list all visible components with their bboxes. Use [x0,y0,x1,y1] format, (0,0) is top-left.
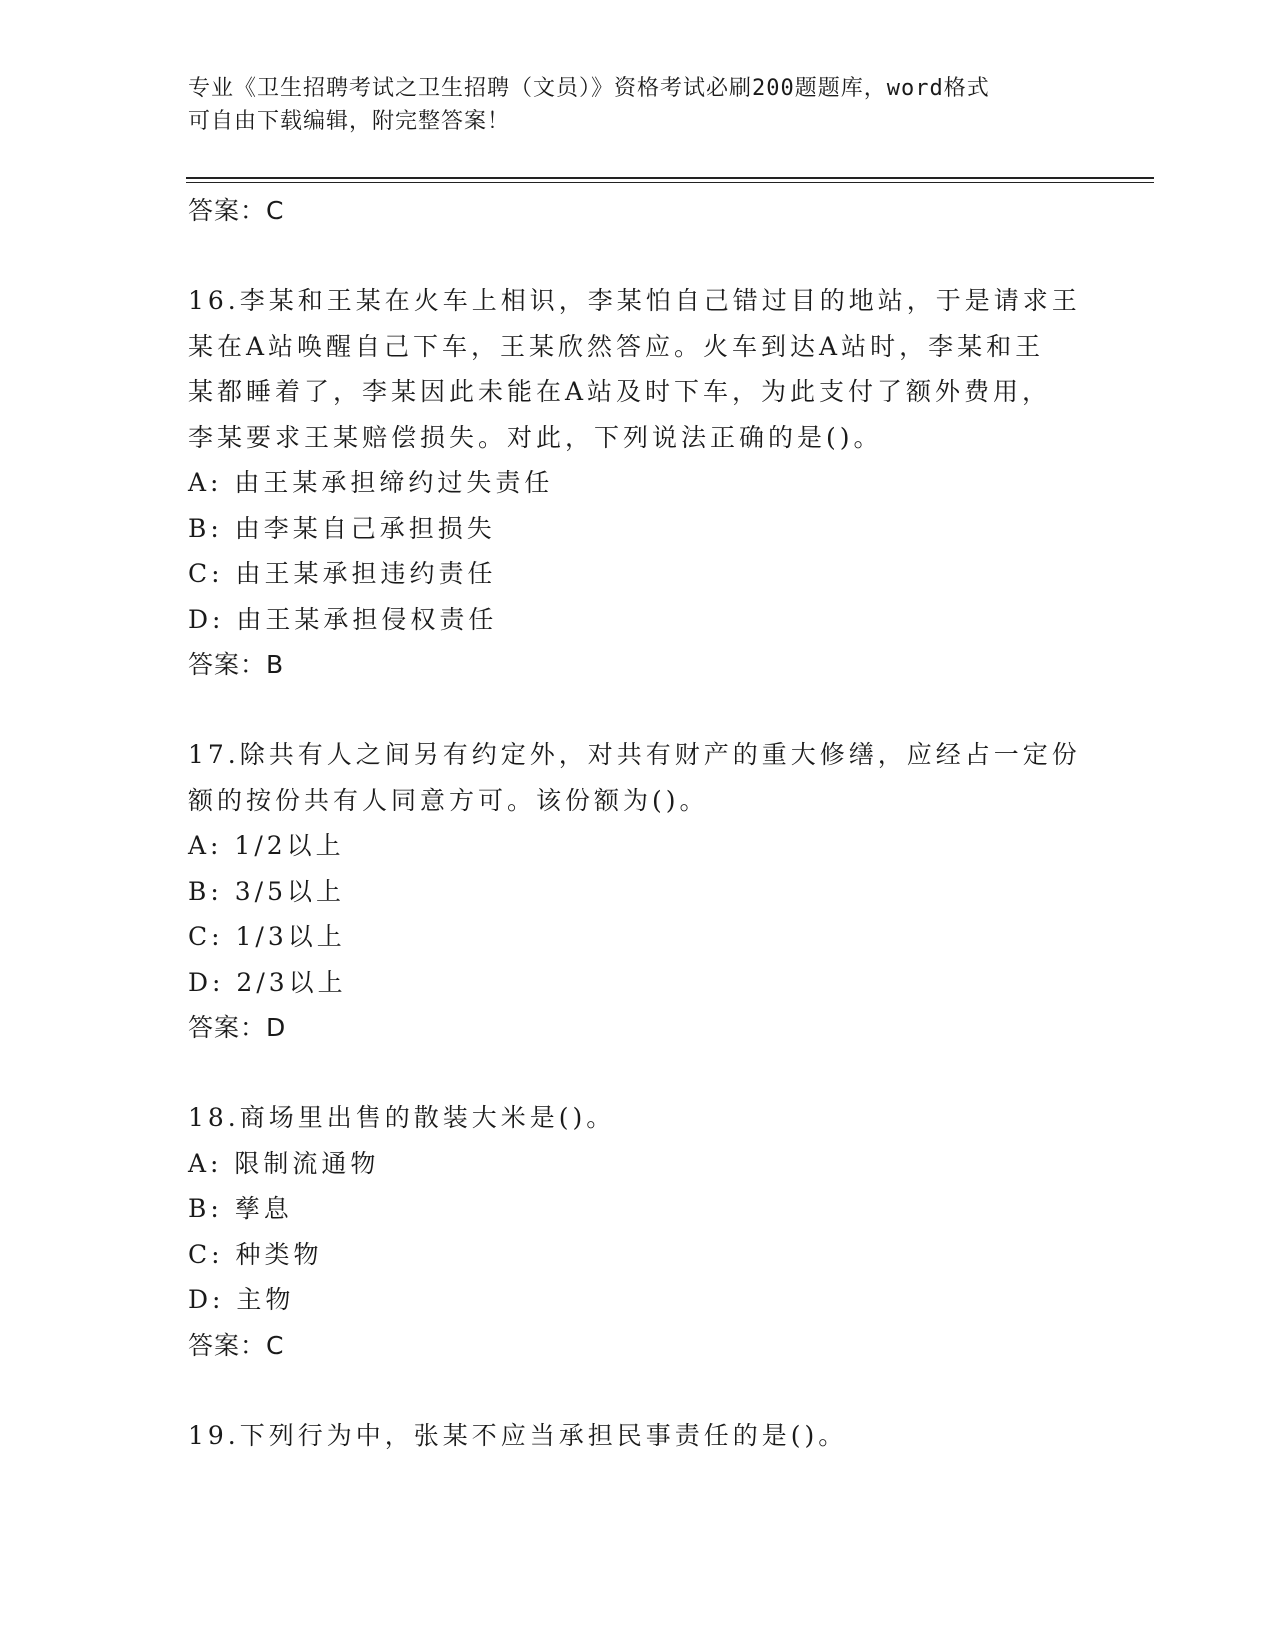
question-18 [188,1095,1088,1369]
header-line-1: 专业《卫生招聘考试之卫生招聘（文员）》资格考试必刷200题题库，word格式 [188,76,990,101]
question-list [188,188,1088,1458]
option-c: C: 1/3以上 [188,922,346,951]
previous-answer: 答案：C [188,196,285,225]
option-a: A: 由王某承担缔约过失责任 [188,468,554,497]
spacer [188,688,1088,732]
option-a: A: 限制流通物 [188,1148,380,1178]
option-b: B: 由李某自己承担损失 [188,513,496,543]
spacer [188,1369,1088,1413]
question-stem-line: 李某要求王某赔偿损失。对此，下列说法正确的是()。 [188,422,883,452]
answer-line: 答案：B [188,650,285,679]
header-line-2: 可自由下载编辑，附完整答案！ [188,109,511,134]
question-stem-line: 某在A站唤醒自己下车，王某欣然答应。火车到达A站时，李某和王 [188,331,1045,361]
option-d: D: 主物 [188,1285,295,1314]
option-b: B: 孳息 [188,1194,293,1223]
answer-line: 答案：D [188,1013,287,1042]
header-divider-thick [186,177,1154,179]
option-a: A: 1/2以上 [188,831,345,860]
answer-line: 答案：C [188,1330,285,1360]
question-stem-line: 18.商场里出售的散装大米是()。 [188,1103,616,1132]
document-header [188,72,1088,138]
question-17 [188,732,1088,1051]
option-b: B: 3/5以上 [188,876,345,906]
spacer [188,1051,1088,1095]
question-stem-line: 某都睡着了，李某因此未能在A站及时下车，为此支付了额外费用， [188,377,1052,406]
option-d: D: 2/3以上 [188,967,347,997]
question-19 [188,1413,1088,1459]
question-stem-line: 19.下列行为中，张某不应当承担民事责任的是()。 [188,1420,848,1450]
question-stem-line: 17.除共有人之间另有约定外，对共有财产的重大修缮，应经占一定份 [188,740,1081,769]
option-d: D: 由王某承担侵权责任 [188,604,498,634]
question-stem-line: 16.李某和王某在火车上相识，李某怕自己错过目的地站，于是请求王 [188,286,1081,315]
question-16 [188,278,1088,688]
header-divider-thin [186,182,1154,183]
spacer [188,234,1088,278]
option-c: C: 由王某承担违约责任 [188,559,497,588]
option-c: C: 种类物 [188,1239,323,1269]
question-stem-line: 额的按份共有人同意方可。该份额为()。 [188,785,709,815]
